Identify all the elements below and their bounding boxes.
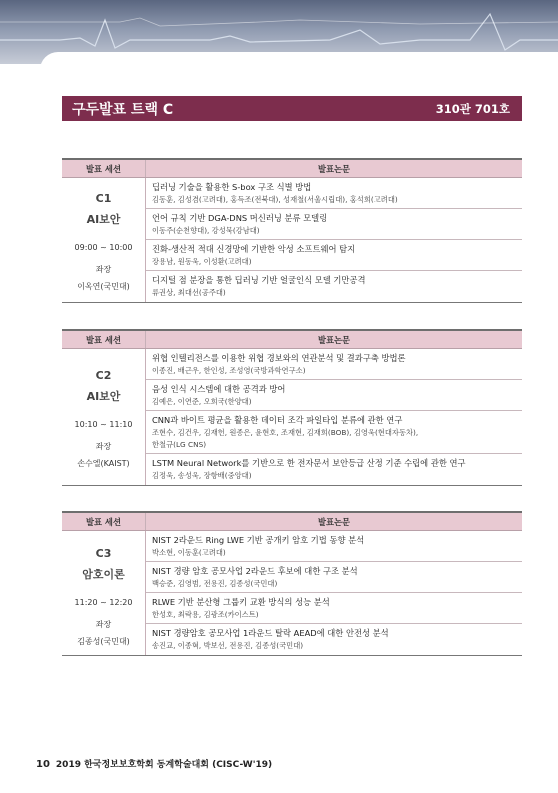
paper-item	[146, 209, 522, 240]
track-title: 구두발표 트랙 C	[72, 101, 174, 118]
paper-authors: 박소현, 이동훈(고려대)	[152, 548, 226, 557]
room-label: 310관 701호	[435, 101, 510, 116]
paper-authors: 이동주(순천향대), 강성묵(강남대)	[152, 226, 260, 235]
chair-label: 좌장	[95, 620, 112, 629]
paper-authors: 조현수, 김건우, 김재헌, 원종은, 윤현호, 조재현, 김재희(BOB), 김영욱(현대자동차),	[152, 428, 419, 437]
paper-authors: 한성호, 최락용, 김광조(카이스트)	[152, 610, 259, 619]
paper-title: NIST 2라운드 Ring LWE 기반 공개키 암호 기법 동향 분석	[152, 535, 365, 545]
session-code: C1	[95, 192, 112, 205]
session-info	[62, 349, 145, 485]
session-time: 10:10 ~ 11:10	[74, 420, 133, 429]
chair-label: 좌장	[95, 442, 112, 451]
paper-authors: 장용남, 원동욱, 이성환(고려대)	[152, 257, 252, 266]
header-papers: 발표논문	[145, 331, 522, 348]
session-table-c3	[62, 511, 522, 656]
paper-title: 진화-생산적 적대 신경망에 기반한 악성 소프트웨어 탐지	[152, 244, 356, 254]
paper-item	[146, 380, 522, 411]
paper-item	[146, 271, 522, 302]
session-info	[62, 178, 145, 302]
session-table-c1	[62, 158, 522, 303]
paper-item	[146, 178, 522, 209]
paper-title: LSTM Neural Network를 기반으로 한 전자문서 보안등급 산정 기준 수립에 관한 연구	[152, 458, 466, 468]
chair-name: 이옥연(국민대)	[77, 282, 130, 291]
paper-authors: 김정욱, 송성욱, 장항배(중앙대)	[152, 471, 252, 480]
paper-authors: 한철규(LG CNS)	[152, 440, 207, 449]
paper-title: RLWE 기반 분산형 그룹키 교환 방식의 성능 분석	[152, 597, 330, 607]
paper-title: 딥러닝 기술을 활용한 S-box 구조 식별 방법	[152, 182, 312, 192]
paper-title: 언어 규칙 기반 DGA-DNS 머신러닝 분류 모델링	[152, 213, 328, 223]
session-name: AI보안	[86, 390, 121, 403]
header-session: 발표 세션	[86, 334, 121, 345]
header-papers: 발표논문	[145, 160, 522, 177]
paper-authors: 김예은, 이연준, 오희국(한양대)	[152, 397, 252, 406]
session-name: AI보안	[86, 213, 121, 226]
header-session: 발표 세션	[86, 516, 121, 527]
paper-item	[146, 411, 522, 454]
session-code: C3	[95, 547, 112, 560]
table-header	[62, 331, 522, 349]
paper-title: CNN과 바이트 평균을 활용한 데이터 조각 파일타입 분류에 관한 연구	[152, 415, 403, 425]
paper-authors: 류권상, 최대선(공주대)	[152, 288, 226, 297]
session-time: 09:00 ~ 10:00	[74, 243, 133, 252]
paper-title: NIST 경량 암호 공모사업 2라운드 후보에 대한 구조 분석	[152, 566, 358, 576]
paper-item	[146, 562, 522, 593]
paper-authors: 송진교, 이종혁, 박보선, 전용진, 김종성(국민대)	[152, 641, 304, 650]
session-time: 11:20 ~ 12:20	[74, 598, 133, 607]
paper-title: NIST 경량암호 공모사업 1라운드 탈락 AEAD에 대한 안전성 분석	[152, 628, 389, 638]
conference-name: 2019 한국정보보호학회 동계학술대회 (CISC-W'19)	[55, 760, 273, 770]
paper-item	[146, 531, 522, 562]
paper-item	[146, 240, 522, 271]
track-title-bar	[62, 96, 522, 121]
paper-authors: 김동훈, 김성겸(고려대), 홍득조(전북대), 성재철(서울시립대), 홍석희(고려대)	[152, 195, 398, 204]
page-number: 10	[36, 759, 50, 770]
paper-authors: 이종진, 배근우, 한인성, 조성영(국방과학연구소)	[152, 366, 306, 375]
paper-title: 위협 인텔리전스를 이용한 위협 경보와의 연관분석 및 결과구축 방법론	[152, 353, 406, 363]
chair-name: 손수엘(KAIST)	[77, 459, 130, 468]
table-header	[62, 160, 522, 178]
page-footer	[36, 757, 272, 770]
paper-item	[146, 349, 522, 380]
header-session: 발표 세션	[86, 163, 121, 174]
paper-title: 디지털 점 분장을 통한 딥러닝 기반 얼굴인식 모델 기만공격	[152, 275, 366, 285]
chair-name: 김종성(국민대)	[77, 637, 130, 646]
paper-title: 음성 인식 시스템에 대한 공격과 방어	[152, 384, 286, 394]
session-table-c2	[62, 329, 522, 486]
chair-label: 좌장	[95, 265, 112, 274]
session-info	[62, 531, 145, 655]
paper-item	[146, 593, 522, 624]
session-code: C2	[95, 369, 112, 382]
header-papers: 발표논문	[145, 513, 522, 530]
paper-item	[146, 624, 522, 655]
paper-item	[146, 454, 522, 485]
paper-authors: 백승준, 김영범, 전용진, 김종성(국민대)	[152, 579, 278, 588]
table-header	[62, 513, 522, 531]
session-name: 암호이론	[82, 568, 125, 581]
